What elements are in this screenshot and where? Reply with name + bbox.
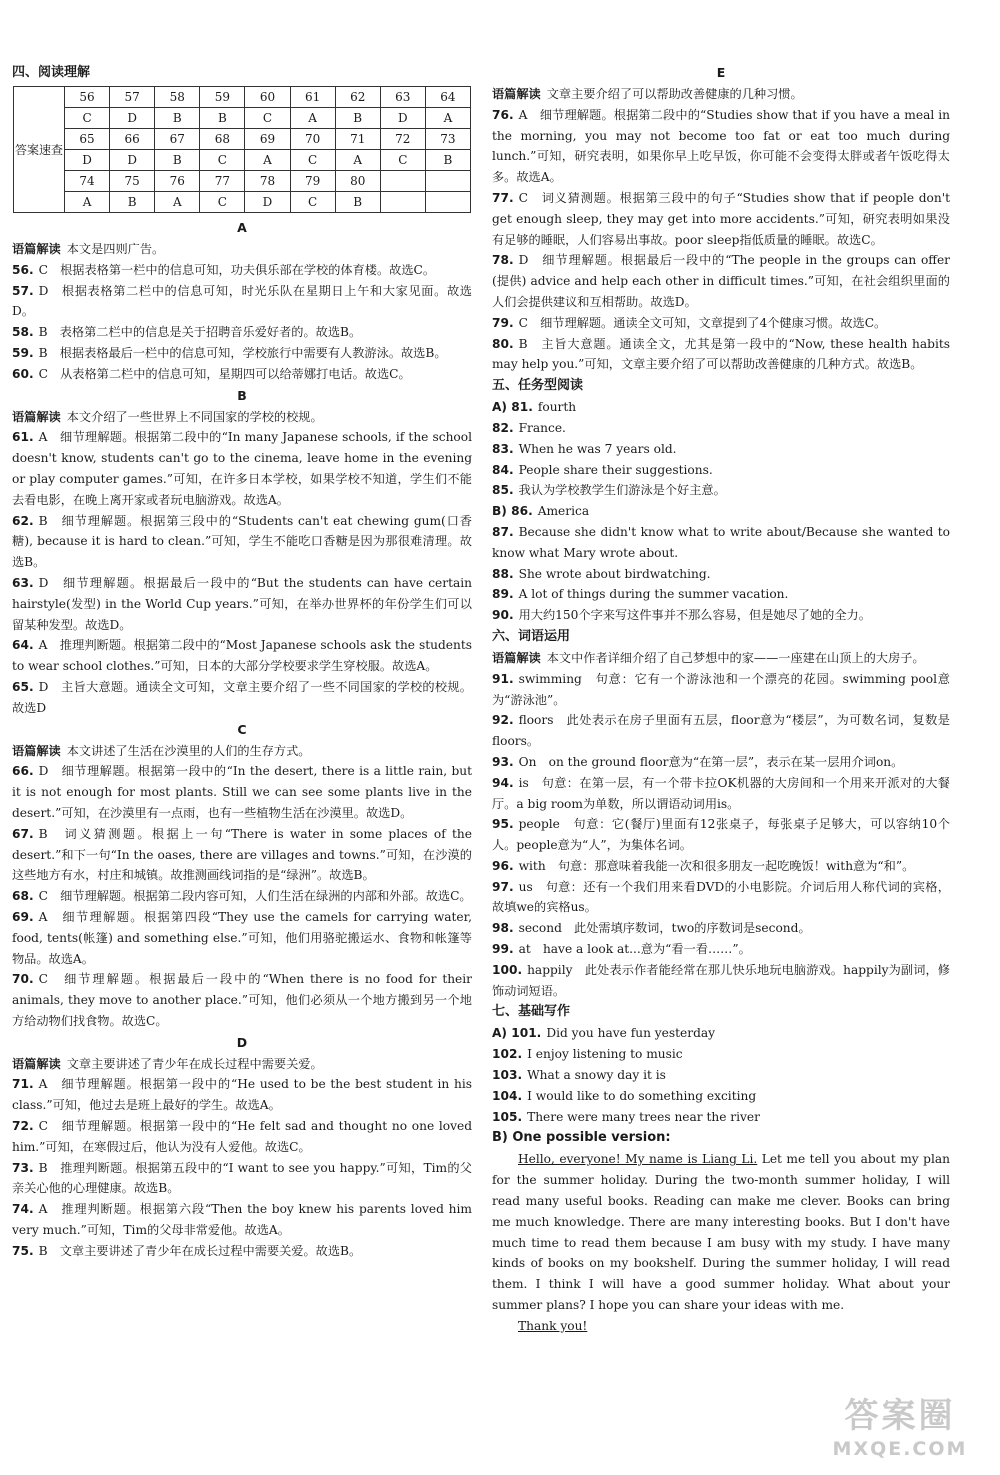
passage-heading: A [237, 220, 247, 235]
item-number: 71. [12, 1077, 34, 1092]
item-number: A) 101. [492, 1026, 542, 1041]
answer-item [492, 418, 950, 439]
answer-item [492, 584, 950, 605]
answer-item [492, 105, 950, 188]
answer-cell: 73 [425, 129, 470, 150]
item-number: 104. [492, 1088, 523, 1103]
answer-item [492, 460, 950, 481]
answer-table-row [14, 87, 471, 108]
answer-item [12, 343, 472, 364]
item-text: B 表格第二栏中的信息是关于招聘音乐爱好者的。故选B。 [38, 325, 362, 340]
item-number: 105. [492, 1109, 523, 1124]
answer-cell: 68 [200, 129, 245, 150]
right-column [492, 62, 950, 1337]
item-number: 64. [12, 638, 34, 653]
summary-label: 语篇解读 [492, 650, 541, 665]
item-number: 85. [492, 483, 514, 498]
task-reading-answers [492, 397, 950, 626]
answer-item [12, 886, 472, 907]
essay-body: Let me tell you about my plan for the summer holiday. During the two-month summer holiday, I will read many useful books. Reading can make me clever. Books can bring me much knowledge. There are many interesting books. But I don't have much time to read them because I am busy with my study. I have many kinds of books on my bookshelf. During the summer holiday, I will read them. I think I will have a good summer holiday. What about your summer plans? I hope you can share your ideas with me. [492, 1152, 950, 1313]
item-text: I enjoy listening to music [527, 1047, 683, 1062]
item-number: 92. [492, 713, 514, 728]
section-title-writing: 七、基础写作 [492, 1004, 571, 1020]
answer-item [492, 960, 950, 1002]
answer-item [12, 1199, 472, 1241]
summary-label: 语篇解读 [492, 87, 541, 101]
item-number: 94. [492, 775, 514, 790]
answer-cell: 56 [65, 87, 110, 108]
answer-item [12, 573, 472, 635]
answer-cell: A [65, 192, 110, 213]
passage-heading: D [236, 1034, 248, 1050]
answer-cell: B [200, 108, 245, 129]
item-number: 98. [492, 921, 514, 936]
section-title-task-reading: 五、任务型阅读 [492, 378, 584, 394]
answer-cell: B [335, 108, 380, 129]
answer-item [492, 522, 950, 564]
item-number: 88. [492, 566, 514, 581]
item-number: 77. [492, 190, 514, 205]
item-text: A 推理判断题。根据第六段“Then the boy knew his parents loved him very much.”可知，Tim的父母非常爱他。故选A。 [12, 1202, 472, 1238]
answer-item [12, 364, 472, 385]
answer-cell [380, 192, 425, 213]
passage-summary [12, 1054, 472, 1075]
answer-cell: A [335, 150, 380, 171]
answer-cell: 78 [245, 171, 290, 192]
answer-cell [425, 171, 470, 192]
item-text: C 细节理解题。根据第一段中的“He felt sad and thought no one loved him.”可知，在寒假过后，他认为没有人爱他。故选C。 [12, 1119, 472, 1154]
item-text: When he was 7 years old. [518, 441, 677, 456]
answer-cell: 72 [380, 129, 425, 150]
item-text: Did you have fun yesterday [546, 1026, 716, 1041]
item-text: is 句意：在第一层，有一个带卡拉OK机器的大房间和一个用来开派对的大餐厅。a big room为单数，所以谓语动词用is。 [492, 775, 950, 811]
answer-cell: 59 [200, 87, 245, 108]
item-text: A 细节理解题。根据第二段中的“In many Japanese schools, if the school doesn't know, students can't go to the cinema, leave home in the evening or play computer games.”可知，在许多日本学校，如果学校不知道，学生们不能去看电影，在晚上离开家或者玩电脑游戏。故选A。 [12, 430, 472, 507]
item-number: 93. [492, 754, 514, 769]
summary-label: 语篇解读 [12, 409, 61, 424]
answer-item [12, 260, 472, 281]
answer-cell: 77 [200, 171, 245, 192]
answer-item [492, 605, 950, 626]
answer-table-row [14, 129, 471, 150]
answer-cell: 63 [380, 87, 425, 108]
passage-summary [12, 407, 472, 428]
answer-table-label: 答案速查 [14, 87, 65, 213]
item-text: America [537, 504, 590, 519]
answer-cell: 66 [110, 129, 155, 150]
item-text: floors 此处表示在房子里面有五层，floor意为“楼层”，为可数名词，复数是floors。 [492, 713, 950, 749]
item-text: I would like to do something exciting [527, 1088, 757, 1103]
item-number: 84. [492, 462, 514, 477]
item-text: People share their suggestions. [518, 462, 713, 477]
item-number: 89. [492, 587, 514, 602]
vocab-summary [492, 648, 950, 669]
answer-item [12, 1241, 472, 1262]
answer-cell: 64 [425, 87, 470, 108]
answer-cell: B [110, 192, 155, 213]
summary-label: 语篇解读 [12, 1056, 61, 1071]
item-number: 66. [12, 764, 34, 779]
answer-item [492, 1086, 950, 1107]
answer-cell: 61 [290, 87, 335, 108]
answer-cell: 75 [110, 171, 155, 192]
item-number: 97. [492, 879, 514, 894]
answer-item [492, 877, 950, 919]
answer-cell: 70 [290, 129, 335, 150]
answer-cell: 74 [65, 171, 110, 192]
item-number: 78. [492, 253, 514, 268]
item-text: B 细节理解题。根据第三段中的“Students can't eat chewing gum(口香糖), because it is hard to clean.”可知，学生不能吃口香糖是因为那很难清理。故选B。 [12, 513, 472, 570]
section-title-vocab: 六、词语运用 [492, 628, 571, 644]
answer-cell: C [245, 108, 290, 129]
answer-cell: 60 [245, 87, 290, 108]
item-text: D 主旨大意题。通读全文可知，文章主要介绍了一些不同国家的学校的校规。故选D [12, 679, 472, 715]
answer-cell: B [335, 192, 380, 213]
answer-item [12, 907, 472, 969]
answer-item [492, 397, 950, 418]
answer-item [492, 188, 950, 250]
watermark-title: 答案圈 [844, 1396, 956, 1436]
answer-table-row [14, 108, 471, 129]
answer-item [12, 322, 472, 343]
item-number: 87. [492, 524, 514, 539]
answer-cell: C [200, 150, 245, 171]
answer-item [492, 1065, 950, 1086]
answer-item [12, 427, 472, 510]
essay-closing: Thank you! [518, 1318, 588, 1333]
summary-label: 语篇解读 [12, 242, 61, 256]
answer-table [13, 86, 471, 213]
sample-essay [492, 1149, 950, 1315]
answer-item [12, 635, 472, 677]
item-text: She wrote about birdwatching. [518, 566, 711, 581]
item-number: 102. [492, 1047, 523, 1062]
item-text: C 根据表格第一栏中的信息可知，功夫俱乐部在学校的体育楼。故选C。 [38, 262, 436, 277]
answer-item [492, 564, 950, 585]
summary-text: 本文中作者详细介绍了自己梦想中的家——一座建在山顶上的大房子。 [546, 650, 925, 665]
answer-cell: A [155, 192, 200, 213]
item-text: B 主旨大意题。通读全文，尤其是第一段中的“Now, these health habits may help you.”可知，文章主要介绍了可以帮助改善健康的几种方式。故选B。 [492, 336, 950, 372]
item-text: A 细节理解题。根据第二段中的“Studies show that if you have a meal in the morning, you may not become too fat or eat too much during lunch.”可知，研究表明，如果你早上吃早饭，你可能不会变得太胖或者午饭吃得太多。故选A。 [492, 107, 950, 185]
answer-item [492, 1107, 950, 1128]
answer-cell: D [65, 150, 110, 171]
answer-cell: 80 [335, 171, 380, 192]
answer-cell: A [245, 150, 290, 171]
answer-cell: C [65, 108, 110, 129]
item-number: A) 81. [492, 400, 533, 415]
item-text: swimming 句意：它有一个游泳池和一个漂亮的花园。swimming pool意为“游泳池”。 [492, 671, 950, 707]
item-number: 67. [12, 826, 34, 841]
answer-cell: 79 [290, 171, 335, 192]
item-number: 103. [492, 1068, 523, 1083]
item-number: 70. [12, 972, 34, 987]
answer-item [492, 1023, 950, 1044]
answer-item [492, 752, 950, 773]
item-text: 用大约150个字来写这件事并不那么容易，但是她尽了她的全力。 [518, 608, 871, 623]
writing-answers [492, 1023, 950, 1127]
item-text: B 根据表格最后一栏中的信息可知，学校旅行中需要有人教游泳。故选B。 [38, 345, 447, 360]
answer-item [12, 281, 472, 323]
answer-item [492, 250, 950, 312]
item-number: 60. [12, 366, 34, 381]
answer-item [492, 856, 950, 877]
answer-cell: D [110, 150, 155, 171]
item-number: 76. [492, 107, 514, 122]
item-text: at have a look at...意为“看一看……”。 [518, 942, 751, 957]
item-text: B 文章主要讲述了青少年在成长过程中需要关爱。故选B。 [38, 1243, 362, 1258]
answer-item [492, 669, 950, 711]
item-text: C 从表格第二栏中的信息可知，星期四可以给蒂娜打电话。故选C。 [38, 366, 411, 381]
answer-item [12, 511, 472, 573]
item-text: B 词义猜测题。根据上一句“There is water in some places of the desert.”和下一句“In the oases, there are villages and towns.”可知，在沙漠的这些地方有水，村庄和城镇。故推测画线词指的是“绿洲”。故选B。 [12, 826, 472, 883]
watermark-logo [815, 1395, 985, 1470]
answer-cell: 57 [110, 87, 155, 108]
answer-item [492, 814, 950, 856]
passage-summary [12, 741, 472, 762]
item-text: What a snowy day it is [527, 1068, 666, 1083]
item-number: 72. [12, 1119, 34, 1134]
item-number: 83. [492, 441, 514, 456]
summary-text: 本文是四则广告。 [66, 242, 165, 256]
passage-summary [12, 239, 472, 260]
item-number: 62. [12, 513, 34, 528]
item-number: 74. [12, 1202, 34, 1217]
answer-item [12, 1074, 472, 1116]
passage-heading: C [237, 721, 247, 737]
item-text: A 细节理解题。根据第一段中的“He used to be the best student in his class.”可知，他过去是班上最好的学生。故选A。 [12, 1077, 472, 1113]
item-number: 80. [492, 336, 514, 351]
vocab-answers [492, 669, 950, 1002]
answer-cell: B [425, 150, 470, 171]
answer-table-row [14, 171, 471, 192]
answer-cell: D [245, 192, 290, 213]
item-number: 61. [12, 430, 34, 445]
summary-text: 本文介绍了一些世界上不同国家的学校的校规。 [66, 409, 323, 424]
passage-summary [492, 84, 950, 105]
answer-cell: 69 [245, 129, 290, 150]
answer-cell: D [380, 108, 425, 129]
item-text: with 句意：那意味着我能一次和很多朋友一起吃晚饭！with意为“和”。 [518, 858, 915, 873]
answer-cell: B [155, 150, 200, 171]
item-text: us 句意：还有一个我们用来看DVD的小电影院。介词后用人称代词的宾格，故填we的宾格us。 [492, 879, 950, 915]
item-text: France. [518, 420, 566, 435]
item-text: 我认为学校教学生们游泳是个好主意。 [518, 483, 726, 498]
answer-item [492, 334, 950, 376]
item-text: There were many trees near the river [527, 1109, 760, 1124]
passage-heading: B [237, 387, 247, 403]
item-text: C 词义猜测题。根据第三段中的句子“Studies show that if people don't get enough sleep, they may get into more accidents.”可知，研究表明如果没有足够的睡眠，人们容易出事故。poor sleep指低质量的睡眠。故选C。 [492, 190, 950, 247]
item-number: 56. [12, 262, 34, 277]
item-number: 100. [492, 962, 523, 977]
answer-item [492, 710, 950, 752]
answer-item [492, 313, 950, 334]
summary-text: 本文讲述了生活在沙漠里的人们的生存方式。 [66, 743, 311, 758]
item-number: 79. [492, 315, 514, 330]
item-number: 95. [492, 817, 514, 832]
item-text: D 细节理解题。根据最后一段中的“But the students can have certain hairstyle(发型) in the World Cup years.”可知，在举办世界杯的年份学生们可以留某种发型。故选D。 [12, 575, 472, 632]
item-text: C 细节理解题。根据最后一段中的“When there is no food for their animals, they move to another place.”可知，他们必须从一个地方搬到另一个地方给动物们找食物。故选C。 [12, 972, 472, 1028]
answer-cell: 62 [335, 87, 380, 108]
answer-cell: C [380, 150, 425, 171]
answer-cell: C [290, 150, 335, 171]
answer-item [12, 969, 472, 1031]
item-text: B 推理判断题。根据第五段中的“I want to see you happy.”可知，Tim的父亲关心他的心理健康。故选B。 [12, 1160, 472, 1196]
answer-cell: 65 [65, 129, 110, 150]
item-number: 57. [12, 283, 34, 298]
passage-heading: E [716, 65, 726, 80]
answer-cell [380, 171, 425, 192]
answer-cell: 58 [155, 87, 200, 108]
item-text: D 根据表格第二栏中的信息可知，时光乐队在星期日上午和大家见面。故选D。 [12, 283, 472, 319]
summary-label: 语篇解读 [12, 743, 61, 758]
item-number: B) 86. [492, 504, 533, 519]
answer-table-row [14, 150, 471, 171]
item-number: 69. [12, 909, 34, 924]
item-text: On on the ground floor意为“在第一层”，表示在某一层用介词on。 [518, 754, 904, 769]
item-number: 90. [492, 608, 514, 623]
left-column [12, 62, 472, 1262]
item-number: 75. [12, 1243, 34, 1258]
essay-greeting: Hello, everyone! My name is Liang Li. [518, 1152, 758, 1167]
summary-text: 文章主要讲述了青少年在成长过程中需要关爱。 [66, 1056, 323, 1071]
answer-item [12, 1158, 472, 1200]
item-number: 91. [492, 671, 514, 686]
item-text: fourth [537, 400, 577, 415]
answer-cell: D [110, 108, 155, 129]
answer-item [492, 439, 950, 460]
answer-item [12, 677, 472, 719]
section-title-reading: 四、阅读理解 [12, 65, 91, 80]
item-text: Because she didn't know what to write about/Because she wanted to know what Mary wrote about. [492, 524, 950, 560]
item-text: C 细节理解题。通读全文可知，文章提到了4个健康习惯。故选C。 [518, 315, 887, 330]
answer-item [12, 1116, 472, 1158]
item-number: 82. [492, 420, 514, 435]
answer-cell: B [155, 108, 200, 129]
answer-item [492, 918, 950, 939]
summary-text: 文章主要介绍了可以帮助改善健康的几种习惯。 [546, 87, 803, 101]
answer-item [492, 773, 950, 815]
item-text: A lot of things during the summer vacation. [518, 587, 789, 602]
item-text: A 推理判断题。根据第二段中的“Most Japanese schools ask the students to wear school clothes.”可知，日本的大部分学校要求学生穿校服。故选A。 [12, 638, 472, 674]
answer-item [12, 824, 472, 886]
answer-table-row [14, 192, 471, 213]
item-number: 59. [12, 345, 34, 360]
item-number: 65. [12, 679, 34, 694]
answer-cell: 71 [335, 129, 380, 150]
item-text: D 细节理解题。根据最后一段中的“The people in the groups can offer (提供) advice and help each other in difficult times.”可知，在社会组织里面的人们会提供建议和互相帮助。故选D。 [492, 253, 950, 309]
answer-cell [425, 192, 470, 213]
watermark-url: MXQE.COM [832, 1438, 968, 1460]
item-text: C 细节理解题。根据第二段内容可知，人们生活在绿洲的内部和外部。故选C。 [38, 889, 472, 904]
item-text: second 此处需填序数词，two的序数词是second。 [518, 921, 811, 936]
item-number: 63. [12, 575, 34, 590]
answer-item [12, 761, 472, 823]
answer-cell: 67 [155, 129, 200, 150]
answer-cell: A [425, 108, 470, 129]
version-label: B) One possible version: [492, 1130, 671, 1146]
item-text: people 句意：它(餐厅)里面有12张桌子，每张桌子足够大，可以容纳10个人。people意为“人”，为集体名词。 [492, 817, 950, 853]
answer-cell: C [200, 192, 245, 213]
answer-item [492, 480, 950, 501]
answer-item [492, 501, 950, 522]
item-number: 68. [12, 889, 34, 904]
item-number: 73. [12, 1160, 34, 1175]
answer-item [492, 939, 950, 960]
reading-explanations [12, 217, 472, 1262]
item-number: 99. [492, 942, 514, 957]
answer-cell: A [290, 108, 335, 129]
reading-block-e [492, 62, 950, 375]
item-text: happily 此处表示作者能经常在那儿快乐地玩电脑游戏。happily为副词，修饰动词短语。 [492, 962, 950, 998]
answer-cell: 76 [155, 171, 200, 192]
item-number: 96. [492, 858, 514, 873]
answer-cell: C [290, 192, 335, 213]
item-text: A 细节理解题。根据第四段“They use the camels for carrying water, food, tents(帐篷) and something else.”可知，他们用骆驼搬运水、食物和帐篷等物品。故选A。 [12, 909, 472, 966]
item-text: D 细节理解题。根据第一段中的“In the desert, there is a little rain, but it is not enough for most plants. Still we can see some plants live in the desert.”可知，在沙漠里有一点雨，也有一些植物生活在沙漠里。故选D。 [12, 764, 472, 820]
answer-item [492, 1044, 950, 1065]
item-number: 58. [12, 325, 34, 340]
